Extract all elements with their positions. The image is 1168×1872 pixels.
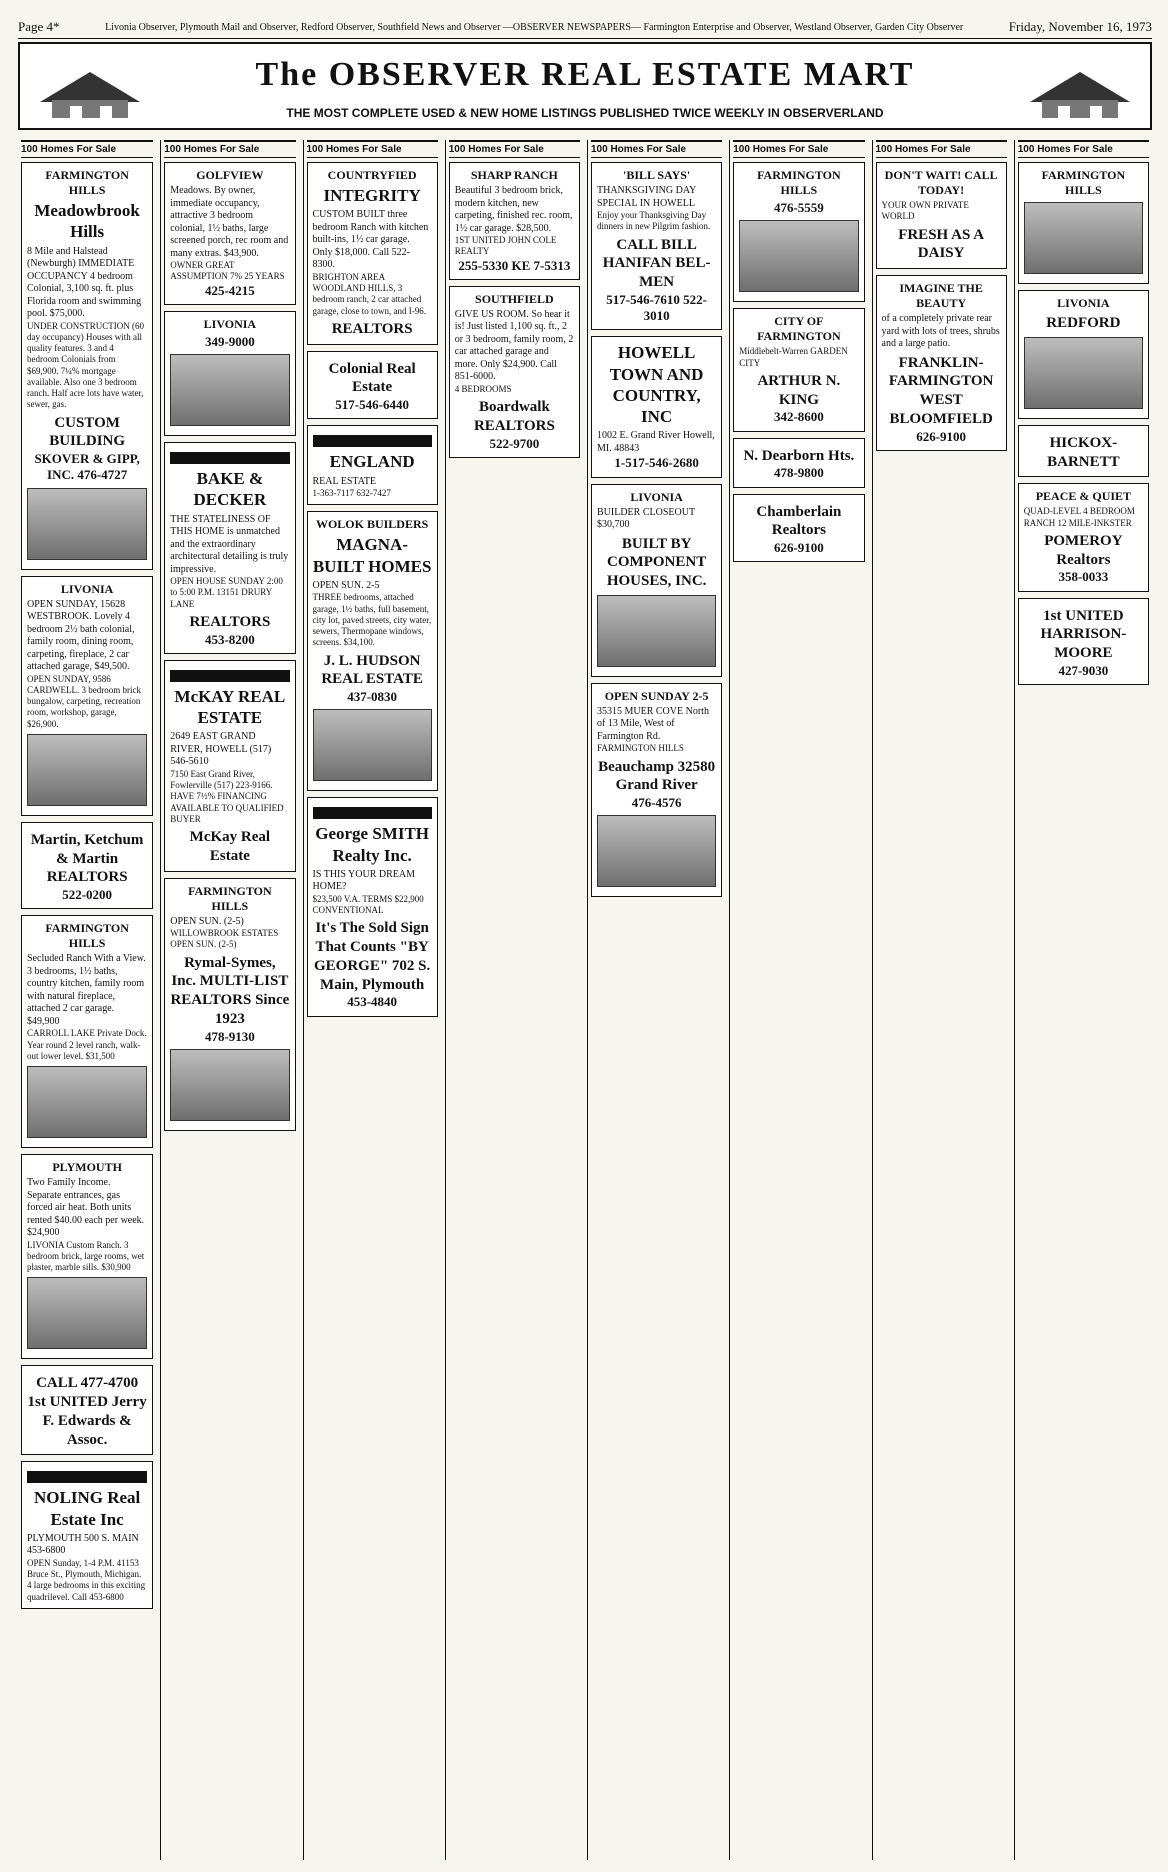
house-photo bbox=[27, 1066, 147, 1138]
ad-company: Martin, Ketchum & Martin REALTORS bbox=[30, 831, 144, 886]
house-photo bbox=[27, 734, 147, 806]
ad-headline: MAGNA-BUILT HOMES bbox=[312, 535, 432, 576]
ad-phone: 522-0200 bbox=[62, 887, 113, 902]
ad-headline: NOLING Real Estate Inc bbox=[34, 1488, 141, 1529]
newspaper-title-line: Livonia Observer, Plymouth Mail and Observer, Redford Observer, Southfield News and Observer —OBSERVER NEWSPAPERS— Farmington Enterprise and Observer, Westland Observer, Garden City Observer bbox=[105, 21, 964, 33]
ad-phone: 453-8200 bbox=[204, 631, 255, 647]
ad-headline: McKAY REAL ESTATE bbox=[174, 686, 286, 727]
classified-ad bbox=[876, 275, 1007, 451]
ad-body: of a completely private rear yard with lots of trees, shrubs and a large patio. bbox=[881, 313, 1000, 349]
ad-body: 8 Mile and Halstead (Newburgh) IMMEDIATE OCCUPANCY 4 bedroom Colonial, 3,100 sq. ft. plus Florida room and swimming pool. $75,000. bbox=[27, 245, 142, 319]
company-logo-block bbox=[313, 435, 432, 447]
classified-ad bbox=[449, 162, 580, 280]
ad-company: Boardwalk REALTORS bbox=[473, 399, 555, 434]
classified-ad bbox=[876, 162, 1007, 269]
ad-phone: 626-9100 bbox=[773, 540, 824, 555]
classified-ad bbox=[164, 162, 295, 305]
ad-headline: George SMITH Realty Inc. bbox=[315, 824, 430, 865]
ad-details: FARMINGTON HILLS bbox=[597, 743, 684, 754]
classified-column bbox=[303, 140, 441, 1860]
ad-title: PEACE & QUIET bbox=[1035, 489, 1132, 504]
house-photo bbox=[597, 595, 716, 667]
column-heading: 100 Homes For Sale bbox=[1018, 140, 1149, 158]
ad-title: FARMINGTON HILLS bbox=[1041, 168, 1126, 197]
ad-body: 2649 EAST GRAND RIVER, HOWELL (517) 546-5610 bbox=[170, 731, 272, 768]
ad-title: FARMINGTON HILLS bbox=[45, 921, 129, 951]
ad-body: Meadows. By owner, immediate occupancy, attractive 3 bedroom colonial, 1½ baths, large screened porch, rec room and many extras. $43,900. bbox=[170, 185, 289, 259]
ad-body: IS THIS YOUR DREAM HOME? bbox=[312, 868, 416, 893]
ad-title: SHARP RANCH bbox=[470, 168, 558, 182]
classified-column bbox=[729, 140, 867, 1860]
ad-phone: 478-9800 bbox=[773, 465, 824, 481]
column-heading: 100 Homes For Sale bbox=[449, 140, 580, 158]
ad-phone: 342-8600 bbox=[773, 409, 824, 425]
ad-details: OPEN Sunday, 1-4 P.M. 41153 Bruce St., Plymouth, Michigan. 4 large bedrooms in this exciting quadrilevel. Call 453-6800 bbox=[27, 1557, 146, 1602]
ad-company: POMEROY Realtors bbox=[1044, 532, 1123, 568]
house-photo bbox=[597, 815, 716, 887]
ad-title: FARMINGTON HILLS bbox=[757, 168, 841, 197]
ad-body: Two Family Income. Separate entrances, gas forced air heat. Both units rented $40.00 each per week. $24,900 bbox=[27, 1177, 145, 1238]
ad-phone: 453-4840 bbox=[347, 994, 398, 1010]
ad-company: McKay Real Estate bbox=[189, 829, 271, 864]
ad-company: Rymal-Symes, Inc. MULTI-LIST REALTORS Since 1923 bbox=[170, 954, 290, 1027]
ad-phone: 349-9000 bbox=[204, 333, 255, 349]
classified-ad bbox=[307, 511, 438, 791]
classified-columns bbox=[18, 140, 1152, 1860]
ad-title: PLYMOUTH bbox=[52, 1160, 122, 1174]
ad-phone: 425-4215 bbox=[204, 282, 255, 298]
ad-phone: 626-9100 bbox=[916, 428, 967, 444]
ad-company: CALL 477-4700 1st UNITED Jerry F. Edwards & Assoc. bbox=[27, 1375, 147, 1448]
ad-phone: SKOVER & GIPP, INC. 476-4727 bbox=[34, 451, 140, 483]
ad-company: CALL BILL HANIFAN BEL-MEN bbox=[602, 236, 711, 290]
ad-company: Chamberlain Realtors bbox=[756, 503, 842, 539]
ad-company: ARTHUR N. KING bbox=[757, 372, 841, 408]
ad-company: REALTORS bbox=[189, 613, 271, 630]
ad-body: CUSTOM BUILT three bedroom Ranch with kitchen built-ins, 1½ car garage. Only $18,000. Call 522-8300. bbox=[312, 209, 429, 271]
ad-headline: ENGLAND bbox=[329, 452, 415, 472]
ad-title: FARMINGTON HILLS bbox=[188, 883, 272, 913]
ad-title: CITY OF FARMINGTON bbox=[757, 314, 841, 344]
ad-details: WILLOWBROOK ESTATES OPEN SUN. (2-5) bbox=[170, 928, 279, 950]
classified-ad bbox=[21, 162, 153, 570]
classified-ad bbox=[733, 162, 864, 302]
ad-body: GIVE US ROOM. So hear it is! Just listed 1,100 sq. ft., 2 or 3 bedroom, family room, 2 car attached garage and more. Only $24,900. Call 851-6000. bbox=[454, 308, 574, 383]
ad-details: 7150 East Grand River, Fowlerville (517) 223-9166. HAVE 7½% FINANCING AVAILABLE TO QUALIFIED BUYER bbox=[170, 768, 284, 824]
classified-ad bbox=[21, 1154, 153, 1359]
ad-title: COUNTRYFIED bbox=[327, 168, 417, 182]
ad-company: REDFORD bbox=[1046, 315, 1121, 331]
ad-title: IMAGINE THE BEAUTY bbox=[899, 281, 983, 310]
ad-details: LIVONIA Custom Ranch. 3 bedroom brick, large rooms, wet plaster, marble sills. $30,900 bbox=[27, 1239, 145, 1272]
ad-company: FRANKLIN-FARMINGTON WEST BLOOMFIELD bbox=[888, 354, 994, 427]
ad-phone: 427-9030 bbox=[1058, 662, 1109, 678]
ad-body: OPEN SUN. (2-5) bbox=[170, 915, 244, 927]
column-heading: 100 Homes For Sale bbox=[876, 140, 1007, 158]
classified-ad bbox=[21, 576, 153, 816]
house-photo bbox=[170, 354, 289, 426]
ad-title: GOLFVIEW bbox=[196, 168, 264, 182]
ad-details: OPEN HOUSE SUNDAY 2:00 to 5:00 P.M. 13151 DRURY LANE bbox=[170, 576, 283, 609]
house-photo bbox=[1024, 337, 1143, 409]
ad-phone: 437-0830 bbox=[347, 689, 398, 704]
ad-headline: HOWELL TOWN AND COUNTRY, INC bbox=[609, 343, 704, 426]
ad-phone: 522-9700 bbox=[489, 435, 540, 451]
ad-phone: 517-546-7610 522-3010 bbox=[606, 291, 707, 323]
ad-company: N. Dearborn Hts. bbox=[743, 447, 855, 464]
real-estate-mart-masthead bbox=[18, 42, 1152, 130]
ad-details: OWNER GREAT ASSUMPTION 7% 25 YEARS bbox=[170, 260, 285, 282]
classified-column bbox=[445, 140, 583, 1860]
ad-company: Beauchamp 32580 Grand River bbox=[598, 758, 716, 794]
classified-ad bbox=[307, 351, 438, 420]
house-illustration-right bbox=[990, 52, 1140, 124]
house-photo bbox=[27, 1277, 147, 1349]
ad-phone: 1-517-546-2680 bbox=[614, 455, 699, 471]
classified-ad bbox=[449, 286, 580, 458]
ad-details: Enjoy your Thanksgiving Day dinners in new Pilgrim fashion. bbox=[597, 210, 711, 232]
classified-column bbox=[587, 140, 725, 1860]
column-heading: 100 Homes For Sale bbox=[733, 140, 864, 158]
ad-title: DON'T WAIT! CALL TODAY! bbox=[884, 168, 998, 197]
ad-title: LIVONIA bbox=[1057, 296, 1110, 310]
page-number: Page 4* bbox=[18, 19, 60, 34]
ad-company: FRESH AS A DAISY bbox=[898, 226, 985, 262]
classified-ad bbox=[21, 1461, 153, 1609]
ad-details: 1-363-7117 632-7427 bbox=[312, 488, 391, 498]
classified-ad bbox=[307, 425, 438, 505]
ad-title: OPEN SUNDAY 2-5 bbox=[604, 688, 709, 703]
ad-body: 35315 MUER COVE North of 13 Mile, West of Farmington Rd. bbox=[597, 705, 709, 742]
ad-body: OPEN SUN. 2-5 bbox=[312, 579, 380, 591]
ad-title: LIVONIA bbox=[203, 316, 257, 331]
ad-company: J. L. HUDSON REAL ESTATE bbox=[321, 652, 423, 688]
classified-ad bbox=[1018, 483, 1149, 591]
classified-ad bbox=[733, 494, 864, 563]
classified-ad bbox=[591, 336, 722, 477]
classified-column bbox=[18, 140, 156, 1860]
ad-company: It's The Sold Sign That Counts "BY GEORGE" 702 S. Main, Plymouth bbox=[313, 920, 431, 993]
ad-body: BUILDER CLOSEOUT $30,700 bbox=[597, 506, 695, 530]
classified-ad bbox=[21, 822, 153, 910]
classified-ad bbox=[21, 915, 153, 1148]
ad-details: UNDER CONSTRUCTION (60 day occupancy) Houses with all quality features. 3 and 4 bedroom Colonials from $69,900. 7¼% mortgage available. Also one 3 bedroom ranch. Half acre lots have water, sewer, gas. bbox=[27, 320, 144, 410]
company-logo-block bbox=[27, 1471, 147, 1483]
ad-company: CUSTOM BUILDING bbox=[49, 414, 126, 450]
ad-phone: 476-5559 bbox=[773, 200, 824, 215]
classified-ad bbox=[21, 1365, 153, 1455]
column-heading: 100 Homes For Sale bbox=[21, 140, 153, 158]
ad-headline: BAKE & DECKER bbox=[193, 469, 267, 510]
page-header bbox=[18, 16, 1152, 39]
ad-details: 1ST UNITED JOHN COLE REALTY bbox=[454, 235, 557, 257]
issue-date: Friday, November 16, 1973 bbox=[1008, 19, 1152, 34]
ad-body: 1002 E. Grand River Howell, MI. 48843 bbox=[597, 430, 715, 454]
house-photo bbox=[27, 488, 147, 560]
house-photo bbox=[170, 1049, 289, 1121]
classified-ad bbox=[1018, 598, 1149, 686]
ad-title: FARMINGTON HILLS bbox=[45, 168, 129, 197]
ad-company: Colonial Real Estate bbox=[328, 360, 416, 396]
classified-ad bbox=[591, 162, 722, 330]
classified-ad bbox=[591, 484, 722, 677]
ad-body: REAL ESTATE bbox=[312, 475, 377, 487]
ad-company: REALTORS bbox=[331, 320, 413, 337]
house-photo bbox=[313, 709, 432, 781]
ad-phone: 517-546-6440 bbox=[335, 397, 409, 412]
ad-title: SOUTHFIELD bbox=[475, 291, 554, 306]
classified-ad bbox=[591, 683, 722, 898]
ad-details: 4 BEDROOMS bbox=[454, 383, 512, 394]
ad-company: 1st UNITED HARRISON-MOORE bbox=[1040, 607, 1127, 661]
ad-details: CARROLL LAKE Private Dock. Year round 2 level ranch, walk-out lower level. $31,500 bbox=[27, 1028, 147, 1061]
classified-ad bbox=[164, 660, 295, 872]
ad-body: THANKSGIVING DAY SPECIAL IN HOWELL bbox=[597, 185, 696, 209]
classified-ad bbox=[307, 797, 438, 1016]
ad-phone: 478-9130 bbox=[204, 1028, 255, 1044]
ad-body: OPEN SUNDAY, 15628 WESTBROOK. Lovely 4 bedroom 2½ bath colonial, family room, dining room, carpeting, fireplace, 2 car attached garage, $49,500. bbox=[27, 598, 135, 672]
ad-body: PLYMOUTH 500 S. MAIN 453-6800 bbox=[27, 1532, 139, 1557]
ad-title: WOLOK BUILDERS bbox=[315, 517, 429, 532]
ad-title: LIVONIA bbox=[60, 581, 114, 596]
ad-phone: 358-0033 bbox=[1058, 569, 1109, 585]
ad-title: LIVONIA bbox=[630, 489, 683, 504]
ad-phone: 476-4576 bbox=[631, 795, 682, 810]
ad-headline: INTEGRITY bbox=[323, 186, 421, 205]
classified-ad bbox=[1018, 425, 1149, 478]
ad-details: BRIGHTON AREA WOODLAND HILLS, 3 bedroom ranch, 2 car attached garage, close to town, and I-96. bbox=[312, 271, 426, 316]
ad-company: BUILT BY COMPONENT HOUSES, INC. bbox=[606, 535, 707, 589]
ad-company: HICKOX-BARNETT bbox=[1047, 434, 1120, 470]
company-logo-block bbox=[170, 670, 289, 682]
ad-headline: Meadowbrook Hills bbox=[34, 201, 140, 242]
ad-details: OPEN SUNDAY, 9586 CARDWELL. 3 bedroom brick bungalow, carpeting, recreation room, workshop, garage, $26,900. bbox=[27, 673, 141, 729]
company-logo-block bbox=[170, 452, 289, 464]
company-logo-block bbox=[313, 807, 432, 819]
classified-column bbox=[872, 140, 1010, 1860]
ad-details: QUAD-LEVEL 4 BEDROOM RANCH 12 MILE-INKSTER bbox=[1023, 506, 1135, 528]
classified-column bbox=[1014, 140, 1152, 1860]
classified-ad bbox=[307, 162, 438, 345]
ad-body: Beautiful 3 bedroom brick, modern kitchen, new carpeting, finished rec. room, 1½ car garage. $28,500. bbox=[454, 185, 573, 234]
classified-column bbox=[160, 140, 298, 1860]
column-heading: 100 Homes For Sale bbox=[164, 140, 295, 158]
house-photo bbox=[1024, 202, 1143, 274]
ad-body: THE STATELINESS OF THIS HOME is unmatched and the extraordinary architectural detailing is truly impressive. bbox=[170, 513, 289, 575]
classified-ad bbox=[164, 878, 295, 1131]
masthead-title: The OBSERVER REAL ESTATE MART bbox=[255, 56, 915, 93]
column-heading: 100 Homes For Sale bbox=[307, 140, 438, 158]
ad-details: Middlebelt-Warren GARDEN CITY bbox=[739, 346, 848, 368]
ad-phone: 255-5330 KE 7-5313 bbox=[458, 257, 571, 273]
classified-ad bbox=[733, 308, 864, 431]
classified-ad bbox=[733, 438, 864, 488]
classified-ad bbox=[164, 442, 295, 654]
ad-details: THREE bedrooms, attached garage, 1½ baths, full basement, city lot, paved streets, city water, sewers, Thermopane windows, screens. $34,100. bbox=[312, 592, 432, 648]
house-photo bbox=[739, 220, 858, 292]
ad-title: 'BILL SAYS' bbox=[622, 168, 691, 182]
ad-body: Secluded Ranch With a View. 3 bedrooms, 1½ baths, country kitchen, family room with natural fireplace, attached 2 car garage. $49,900 bbox=[27, 953, 146, 1027]
classified-ad bbox=[164, 311, 295, 436]
classified-ad bbox=[1018, 290, 1149, 419]
column-heading: 100 Homes For Sale bbox=[591, 140, 722, 158]
masthead-subtitle: THE MOST COMPLETE USED & NEW HOME LISTINGS PUBLISHED TWICE WEEKLY IN OBSERVERLAND bbox=[286, 106, 884, 120]
classified-ad bbox=[1018, 162, 1149, 284]
ad-details: YOUR OWN PRIVATE WORLD bbox=[881, 200, 969, 222]
ad-details: $23,500 V.A. TERMS $22,900 CONVENTIONAL bbox=[312, 893, 424, 915]
